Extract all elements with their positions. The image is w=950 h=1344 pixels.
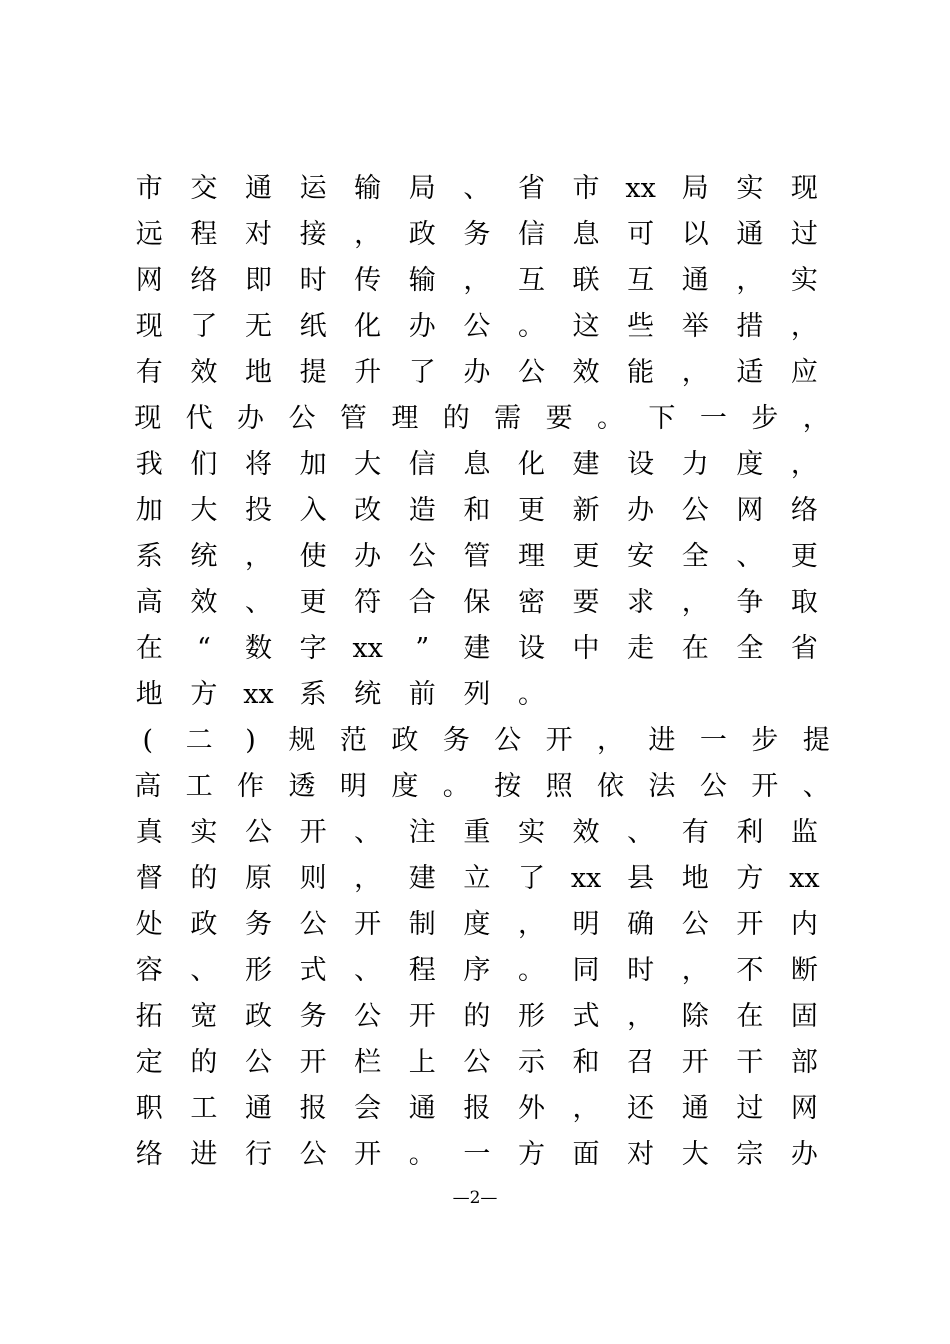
page-number: —2— (452, 1188, 498, 1208)
text-line: 现 了 无 纸 化 办 公 。 这 些 举 措 ， (135, 311, 818, 342)
text-line: 处 政 务 公 开 制 度 ， 明 确 公 开 内 (135, 909, 818, 940)
text-line: 拓 宽 政 务 公 开 的 形 式 ， 除 在 固 (135, 1001, 818, 1032)
text-line: 高 工 作 透 明 度 。 按 照 依 法 公 开 、 (134, 771, 830, 802)
body-text (122, 166, 842, 1178)
text-line: 我 们 将 加 大 信 息 化 建 设 力 度 ， (135, 449, 818, 480)
text-line: 定 的 公 开 栏 上 公 示 和 召 开 干 部 (135, 1047, 818, 1078)
text-line: 职 工 通 报 会 通 报 外 ， 还 通 过 网 (135, 1093, 818, 1124)
text-line: 络 进 行 公 开 。 一 方 面 对 大 宗 办 (135, 1139, 818, 1170)
text-line: 真 实 公 开 、 注 重 实 效 、 有 利 监 (135, 817, 818, 848)
text-line: 现 代 办 公 管 理 的 需 要 。 下 一 步 ， (134, 403, 830, 434)
text-line: 高 效 、 更 符 合 保 密 要 求 ， 争 取 (135, 587, 818, 618)
text-line: 地 方 xx 系 统 前 列 。 (135, 679, 545, 710)
text-line: 在 “ 数 字 xx ” 建 设 中 走 在 全 省 (135, 633, 818, 664)
text-line: 有 效 地 提 升 了 办 公 效 能 ， 适 应 (135, 357, 818, 388)
text-line: 市 交 通 运 输 局 、 省 市 xx 局 实 现 (135, 173, 818, 204)
text-line: 加 大 投 入 改 造 和 更 新 办 公 网 络 (135, 495, 818, 526)
text-line: 容 、 形 式 、 程 序 。 同 时 ， 不 断 (135, 955, 818, 986)
text-line: 远 程 对 接 ， 政 务 信 息 可 以 通 过 (135, 219, 818, 250)
text-line: 系 统 ， 使 办 公 管 理 更 安 全 、 更 (135, 541, 818, 572)
text-line: ( 二 ) 规 范 政 务 公 开 ， 进 一 步 提 (142, 725, 830, 756)
text-line: 督 的 原 则 ， 建 立 了 xx 县 地 方 xx (135, 863, 820, 894)
text-line: 网 络 即 时 传 输 ， 互 联 互 通 ， 实 (135, 265, 818, 296)
